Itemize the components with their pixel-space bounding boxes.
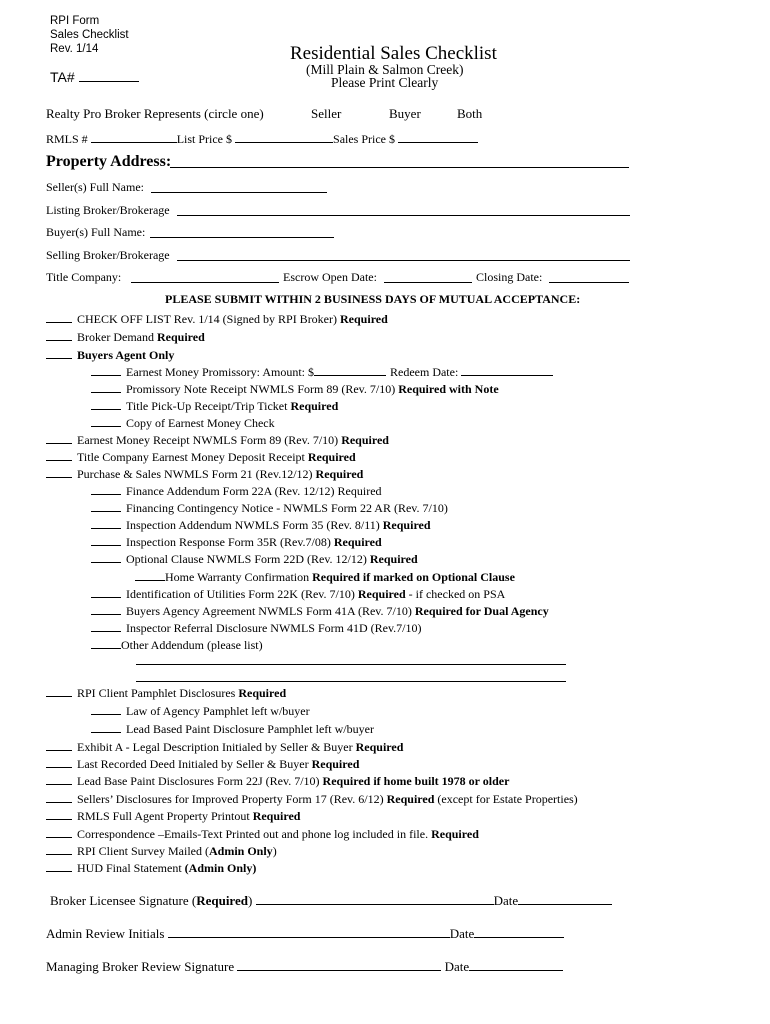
checklist-item-requirement: Required: [290, 399, 339, 413]
checklist-item-text: Earnest Money Promissory: Amount: $: [126, 365, 314, 379]
closing-date-label: Closing Date:: [476, 270, 543, 284]
checklist-item-text: Purchase & Sales NWMLS Form 21 (Rev.12/12): [77, 467, 316, 481]
checklist-item-text: Sellers’ Disclosures for Improved Property Form 17 (Rev. 6/12): [77, 792, 387, 806]
buyers-name-blank[interactable]: [150, 237, 334, 238]
checklist-item-note: - if checked on PSA: [405, 587, 506, 601]
checklist-item-text: Inspector Referral Disclosure NWMLS Form 41D (Rev.7/10): [126, 621, 422, 635]
checkbox-blank[interactable]: [91, 534, 121, 546]
escrow-open-blank[interactable]: [384, 282, 472, 283]
sellers-name-blank[interactable]: [151, 192, 327, 193]
checkbox-blank[interactable]: [46, 432, 72, 444]
checkbox-blank[interactable]: [91, 620, 121, 632]
broker-date-label: Date: [493, 893, 519, 908]
checklist-item-requirement: Required: [431, 827, 479, 841]
checklist-item: [46, 466, 363, 482]
selling-broker-blank[interactable]: [177, 260, 630, 261]
checklist-item: [91, 586, 505, 602]
broker-signature-blank[interactable]: [256, 893, 494, 905]
checklist-item-requirement: Required: [369, 552, 418, 566]
checkbox-blank[interactable]: [91, 637, 121, 649]
title-company-blank[interactable]: [131, 282, 279, 283]
checklist-item-text: Lead Based Paint Disclosure Pamphlet left w/buyer: [126, 722, 374, 736]
sales-price-blank[interactable]: [398, 131, 478, 143]
checklist-item-text: Lead Base Paint Disclosures Form 22J (Rev. 7/10): [77, 774, 323, 788]
checkbox-blank[interactable]: [46, 685, 72, 697]
checklist-item: [46, 739, 403, 755]
checklist-item-requirement: Required: [252, 809, 301, 823]
closing-date-blank[interactable]: [549, 282, 629, 283]
checklist-item-requirement: Required: [341, 433, 389, 447]
checklist-item-text: RPI Client Survey Mailed (: [77, 844, 209, 858]
checklist-item-text: CHECK OFF LIST Rev. 1/14 (Signed by RPI Broker): [77, 312, 341, 326]
broker-signature-paren: ): [247, 893, 253, 908]
escrow-open-label: Escrow Open Date:: [283, 270, 377, 284]
checklist-item: [91, 551, 418, 567]
checklist-item-text: Promissory Note Receipt NWMLS Form 89 (Rev. 7/10): [126, 382, 399, 396]
checklist-item: [91, 483, 382, 499]
checklist-item: [46, 843, 277, 859]
list-price-label: List Price $: [176, 132, 233, 146]
title-company-label: Title Company:: [46, 270, 122, 284]
checkbox-blank[interactable]: [46, 311, 72, 323]
option-seller[interactable]: Seller: [311, 106, 342, 121]
checkbox-blank[interactable]: [46, 860, 72, 872]
checkbox-blank[interactable]: [91, 364, 121, 376]
checklist-item-text: Inspection Addendum NWMLS Form 35 (Rev. 8/11): [126, 518, 383, 532]
form-id-line3: Rev. 1/14: [50, 43, 99, 55]
checkbox-blank[interactable]: [91, 398, 121, 410]
checklist-item: [91, 381, 499, 397]
checklist-item: [46, 860, 256, 876]
checklist-item-requirement: Required: [315, 467, 364, 481]
checkbox-blank[interactable]: [91, 721, 121, 733]
checklist-item: [91, 398, 338, 414]
checklist-item-text: Earnest Money Receipt NWMLS Form 89 (Rev. 7/10): [77, 433, 342, 447]
checklist-item-requirement: Required for Dual Agency: [414, 604, 549, 618]
checkbox-blank[interactable]: [91, 500, 121, 512]
checklist-item-requirement: Required if marked on Optional Clause: [312, 570, 515, 584]
checkbox-blank[interactable]: [46, 739, 72, 751]
checklist-item-requirement: Admin Only: [209, 844, 273, 858]
checklist-item: [46, 808, 300, 824]
checklist-item: [91, 603, 549, 619]
checklist-item-requirement: Buyers Agent Only: [77, 348, 175, 362]
redeem-date-blank[interactable]: [461, 364, 553, 376]
option-both[interactable]: Both: [457, 106, 483, 121]
checklist-item-requirement: Required: [238, 686, 287, 700]
form-id-line1: RPI Form: [50, 15, 100, 27]
admin-review-blank[interactable]: [168, 926, 450, 938]
checkbox-blank[interactable]: [46, 756, 72, 768]
checklist-item-note: (except for Estate Properties): [434, 792, 578, 806]
checklist-item-text: RMLS Full Agent Property Printout: [77, 809, 253, 823]
amount-blank[interactable]: [314, 364, 386, 376]
checklist-item: [135, 569, 515, 585]
checklist-item: [91, 703, 310, 719]
checklist-item-text: Finance Addendum Form 22A (Rev. 12/12) Required: [126, 484, 382, 498]
checkbox-blank[interactable]: [46, 826, 72, 838]
checklist-item-requirement: Required: [340, 312, 388, 326]
checklist-item: [91, 415, 275, 431]
checklist-item-text: Broker Demand: [77, 330, 157, 344]
checklist-item-text: RPI Client Pamphlet Disclosures: [77, 686, 239, 700]
sellers-name-label: Seller(s) Full Name:: [46, 180, 144, 194]
ta-number: [50, 69, 139, 85]
checklist-item: [91, 534, 382, 550]
broker-signature-required: Required: [196, 893, 248, 908]
checklist-item-requirement: Required with Note: [398, 382, 499, 396]
checklist-item-text: Inspection Response Form 35R (Rev.7/08): [126, 535, 334, 549]
checkbox-blank[interactable]: [46, 329, 72, 341]
checkbox-blank[interactable]: [46, 347, 72, 359]
checklist-item: [46, 449, 356, 465]
checklist-item-text: Correspondence –Emails-Text Printed out and phone log included in file.: [77, 827, 432, 841]
broker-date-blank[interactable]: [518, 893, 612, 905]
checkbox-blank[interactable]: [91, 551, 121, 563]
ta-label: TA#: [50, 69, 75, 85]
option-buyer[interactable]: Buyer: [389, 106, 421, 121]
checklist-item-text: Last Recorded Deed Initialed by Seller & Buyer: [77, 757, 312, 771]
listing-broker-blank[interactable]: [177, 215, 630, 216]
managing-broker-blank[interactable]: [237, 959, 441, 971]
checkbox-blank[interactable]: [46, 449, 72, 461]
ta-blank[interactable]: [79, 70, 139, 82]
checkbox-blank[interactable]: [91, 586, 121, 598]
rmls-blank[interactable]: [91, 131, 177, 143]
selling-broker-label: Selling Broker/Brokerage: [46, 248, 170, 262]
property-address-label: Property Address:: [46, 153, 172, 170]
checklist-item: [46, 347, 174, 363]
other-addendum-line-2[interactable]: [136, 681, 566, 682]
redeem-date-label: Redeem Date:: [390, 365, 459, 379]
admin-review-row: [46, 926, 564, 942]
checklist-item: [91, 500, 448, 516]
sales-price-label: Sales Price $: [333, 132, 396, 146]
checklist-item: [46, 685, 286, 701]
checkbox-blank[interactable]: [91, 483, 121, 495]
checklist-item-requirement: Required: [386, 792, 435, 806]
page-title: Residential Sales Checklist: [290, 43, 497, 64]
checklist-item-requirement: Required: [357, 587, 406, 601]
checklist-item-text: Identification of Utilities Form 22K (Rev. 7/10): [126, 587, 358, 601]
checklist-item-requirement: (Admin Only): [184, 861, 257, 875]
rmls-label: RMLS #: [46, 132, 88, 146]
checkbox-blank[interactable]: [46, 773, 72, 785]
submit-notice: PLEASE SUBMIT WITHIN 2 BUSINESS DAYS OF MUTUAL ACCEPTANCE:: [165, 292, 581, 306]
checklist-item: [46, 432, 389, 448]
checklist-item: [46, 756, 359, 772]
checklist-item: [46, 791, 578, 807]
checkbox-blank[interactable]: [46, 791, 72, 803]
checkbox-blank[interactable]: [46, 808, 72, 820]
checklist-item-requirement: Required: [355, 740, 404, 754]
form-id-line2: Sales Checklist: [50, 29, 129, 41]
checklist-item-requirement: Required: [311, 757, 360, 771]
checkbox-blank[interactable]: [91, 517, 121, 529]
checklist-item: [91, 620, 422, 636]
managing-broker-row: [46, 959, 563, 975]
checklist-item: [46, 329, 205, 345]
checklist-item-text: Title Company Earnest Money Deposit Receipt: [77, 450, 308, 464]
checkbox-blank[interactable]: [135, 569, 165, 581]
checklist-item: [91, 517, 431, 533]
other-addendum-line-1[interactable]: [136, 664, 566, 665]
property-address-blank[interactable]: [170, 167, 629, 168]
checklist-item-requirement: Required: [333, 535, 382, 549]
checklist-item-requirement: Required: [156, 330, 205, 344]
checklist-item-text: Buyers Agency Agreement NWMLS Form 41A (Rev. 7/10): [126, 604, 415, 618]
checklist-item: [46, 826, 479, 842]
buyers-name-label: Buyer(s) Full Name:: [46, 225, 146, 239]
checklist-item-text: Exhibit A - Legal Description Initialed by Seller & Buyer: [77, 740, 356, 754]
checklist-item-requirement: Required: [307, 450, 356, 464]
broker-signature-label: Broker Licensee Signature (: [50, 893, 197, 908]
broker-signature-row: [50, 893, 612, 909]
checklist-item: [46, 773, 509, 789]
checklist-item-text: Law of Agency Pamphlet left w/buyer: [126, 704, 310, 718]
listing-broker-label: Listing Broker/Brokerage: [46, 203, 170, 217]
checklist-item-text: Other Addendum (please list): [121, 638, 263, 652]
checkbox-blank[interactable]: [91, 381, 121, 393]
checklist-item-text: Financing Contingency Notice - NWMLS Form 22 AR (Rev. 7/10): [126, 501, 448, 515]
rmls-row: [46, 131, 478, 147]
checklist-item-requirement: Required: [382, 518, 431, 532]
checklist-item: [91, 364, 553, 380]
managing-date-label: Date: [444, 959, 470, 974]
managing-date-blank[interactable]: [469, 959, 563, 971]
page-subtitle-location: (Mill Plain & Salmon Creek): [306, 62, 464, 77]
list-price-blank[interactable]: [235, 131, 333, 143]
page-subtitle-instruction: Please Print Clearly: [331, 75, 439, 90]
checkbox-blank[interactable]: [91, 603, 121, 615]
admin-date-label: Date: [449, 926, 475, 941]
represents-label: Realty Pro Broker Represents (circle one): [46, 106, 264, 121]
admin-date-blank[interactable]: [474, 926, 564, 938]
checkbox-blank[interactable]: [91, 415, 121, 427]
checklist-item: [91, 721, 374, 737]
checklist-item-text: Optional Clause NWMLS Form 22D (Rev. 12/12): [126, 552, 370, 566]
checklist-item-note: ): [272, 844, 277, 858]
checklist-item-text: Copy of Earnest Money Check: [126, 416, 275, 430]
checkbox-blank[interactable]: [46, 466, 72, 478]
checklist-item-text: HUD Final Statement: [77, 861, 185, 875]
checklist-item: [46, 311, 388, 327]
checklist-item-text: Title Pick-Up Receipt/Trip Ticket: [126, 399, 291, 413]
checklist-item-text: Home Warranty Confirmation: [165, 570, 313, 584]
managing-broker-label: Managing Broker Review Signature: [46, 959, 235, 974]
checklist-item-requirement: Required if home built 1978 or older: [322, 774, 510, 788]
admin-review-label: Admin Review Initials: [46, 926, 165, 941]
checkbox-blank[interactable]: [91, 703, 121, 715]
checkbox-blank[interactable]: [46, 843, 72, 855]
checklist-item: [91, 637, 263, 653]
